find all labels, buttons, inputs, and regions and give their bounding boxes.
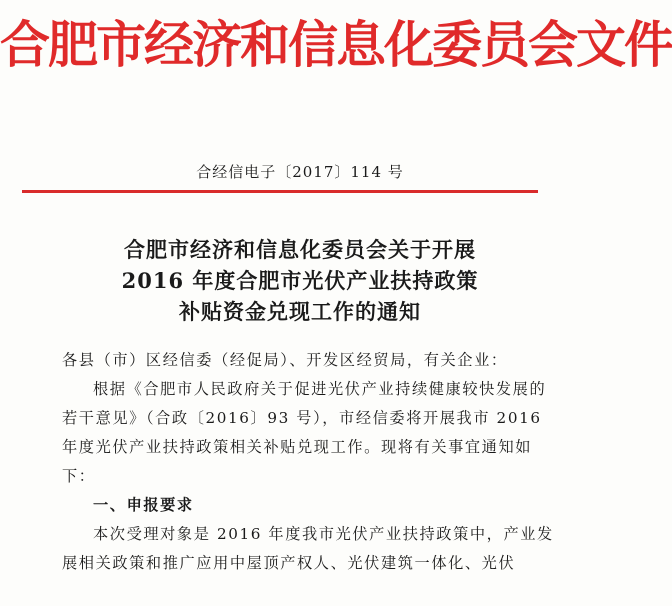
- paragraph-scope: 本次受理对象是 2016 年度我市光伏产业扶持政策中，产业发展相关政策和推广应用中屋顶产权人、光伏建筑一体化、光伏: [62, 525, 554, 572]
- notice-body: [62, 346, 562, 578]
- salutation: 各县（市）区经信委（经促局）、开发区经贸局，有关企业：: [62, 351, 508, 369]
- issuer-header-title: 合肥市经济和信息化委员会文件: [0, 15, 672, 74]
- document-number: 合经信电子〔2017〕114 号: [196, 163, 404, 181]
- notice-title-line-1: 合肥市经济和信息化委员会关于开展: [124, 237, 476, 262]
- notice-title-line-2: 2016 年度合肥市光伏产业扶持政策: [121, 268, 479, 293]
- section-heading-requirements: 一、申报要求: [93, 496, 194, 514]
- notice-title: [0, 234, 600, 327]
- paragraph-basis: 根据《合肥市人民政府关于促进光伏产业持续健康较快发展的若干意见》（合政〔2016〕93 号），市经信委将开展我市 2016 年度光伏产业扶持政策相关补贴兑现工作。现将有关事宜通知如下：: [62, 380, 547, 485]
- red-divider-line: [22, 190, 538, 193]
- notice-title-line-3: 补贴资金兑现工作的通知: [179, 299, 421, 324]
